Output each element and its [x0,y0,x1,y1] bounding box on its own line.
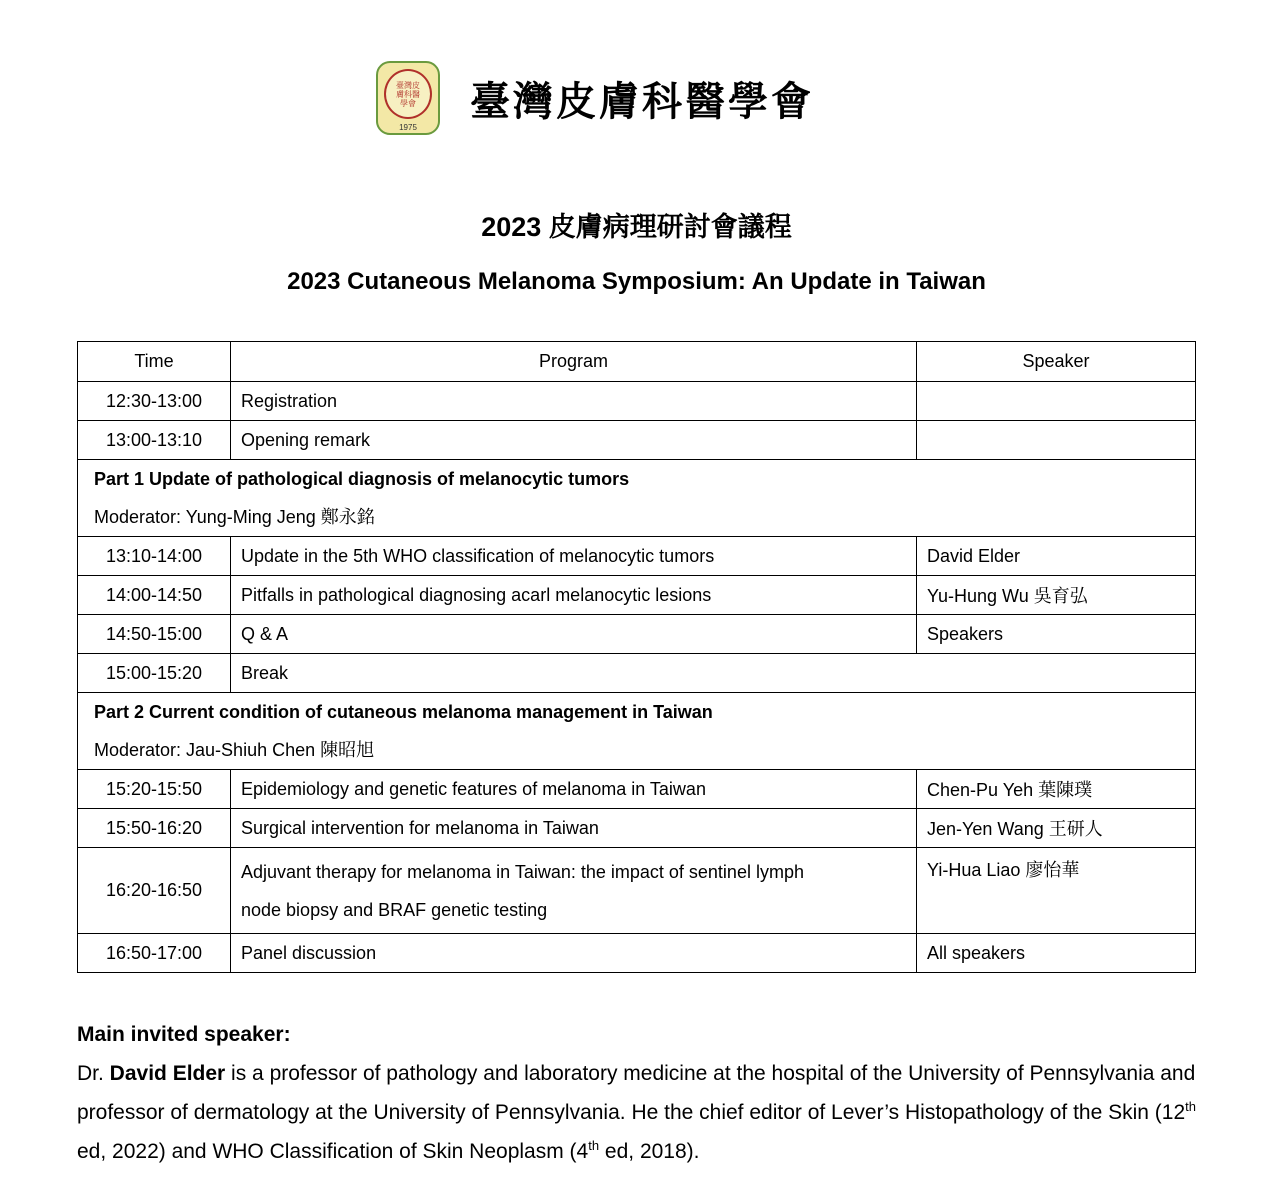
table-row [78,934,1196,973]
table-row [78,615,1196,654]
row-time: 15:50-16:20 [78,809,231,848]
table-row [78,770,1196,809]
row-program [231,848,917,934]
row-program-line-2: node biopsy and BRAF genetic testing [241,899,548,920]
row-program: Update in the 5th WHO classification of melanocytic tumors [231,537,917,576]
bio-sup-2: th [588,1138,600,1153]
seal-emblem [384,69,432,119]
bio-speaker-name: David Elder [109,1062,226,1085]
row-program: Epidemiology and genetic features of melanoma in Taiwan [231,770,917,809]
row-speaker [917,382,1196,421]
row-speaker: Yu-Hung Wu 吳育弘 [917,576,1196,615]
row-time: 16:50-17:00 [78,934,231,973]
table-row [78,809,1196,848]
row-speaker: Speakers [917,615,1196,654]
bio-text-1: is a professor of pathology and laboratory medicine at the hospital of the University of Pennsylvania and professor of dermatology at the University of Pennsylvania. He the chief editor of Lever’s Histopathology of the Skin (12 [77,1062,1196,1124]
row-time: 15:00-15:20 [78,654,231,693]
seal-year: 1975 [399,123,417,132]
row-program: Q & A [231,615,917,654]
row-speaker: Chen-Pu Yeh 葉陳璞 [917,770,1196,809]
bio-text-3: ed, 2018). [599,1140,700,1163]
part-2-title: Part 2 Current condition of cutaneous melanoma management in Taiwan [94,702,713,722]
row-program: Surgical intervention for melanoma in Taiwan [231,809,917,848]
row-program: Opening remark [231,421,917,460]
row-program: Break [231,654,1196,693]
row-time: 16:20-16:50 [78,848,231,934]
part-1-title: Part 1 Update of pathological diagnosis of melanocytic tumors [94,469,630,489]
row-program-line-1: Adjuvant therapy for melanoma in Taiwan: the impact of sentinel lymph [241,861,804,882]
title-chinese: 2023 皮膚病理研討會議程 [481,212,792,242]
part-2-cell [78,693,1196,770]
part-1-moderator: Moderator: Yung-Ming Jeng 鄭永銘 [94,507,375,527]
bio-text-2: ed, 2022) and WHO Classification of Skin Neoplasm (4 [77,1140,589,1163]
row-speaker: David Elder [917,537,1196,576]
part-2-section [78,693,1196,770]
bio-heading: Main invited speaker: [77,1023,291,1046]
row-speaker: All speakers [917,934,1196,973]
table-row-break [78,654,1196,693]
part-1-section [78,460,1196,537]
header-program: Program [231,342,917,382]
title-english: 2023 Cutaneous Melanoma Symposium: An Update in Taiwan [287,268,986,295]
association-seal-logo [376,61,440,135]
organization-name: 臺灣皮膚科醫學會 [470,77,814,125]
table-row [78,537,1196,576]
speaker-bio [77,1015,1217,1171]
seal-characters: 臺灣皮膚科醫學會 [396,80,420,108]
row-program: Registration [231,382,917,421]
header-time: Time [78,342,231,382]
row-program: Panel discussion [231,934,917,973]
bio-prefix: Dr. [77,1062,110,1085]
row-time: 12:30-13:00 [78,382,231,421]
row-speaker [917,421,1196,460]
table-row [78,576,1196,615]
table-row [78,382,1196,421]
row-time: 13:00-13:10 [78,421,231,460]
header [376,60,814,136]
part-1-cell [78,460,1196,537]
row-time: 14:00-14:50 [78,576,231,615]
part-2-moderator: Moderator: Jau-Shiuh Chen 陳昭旭 [94,740,375,760]
table-header-row [78,342,1196,382]
table-row [78,421,1196,460]
header-speaker: Speaker [917,342,1196,382]
row-program: Pitfalls in pathological diagnosing acarl melanocytic lesions [231,576,917,615]
row-time: 14:50-15:00 [78,615,231,654]
row-time: 13:10-14:00 [78,537,231,576]
bio-paragraph [77,1054,1217,1171]
row-speaker: Yi-Hua Liao 廖怡華 [917,848,1196,934]
table-row [78,848,1196,934]
row-time: 15:20-15:50 [78,770,231,809]
bio-sup-1: th [1185,1099,1196,1114]
agenda-table [77,341,1196,973]
row-speaker: Jen-Yen Wang 王研人 [917,809,1196,848]
